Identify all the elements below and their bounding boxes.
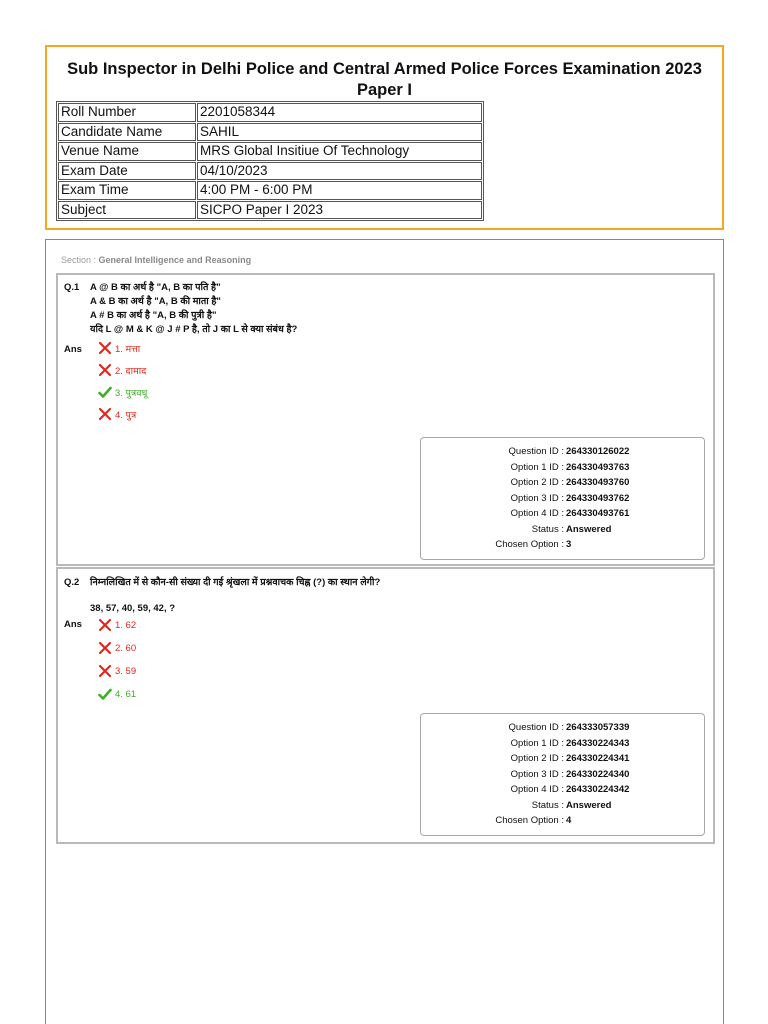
info-value: 04/10/2023 bbox=[197, 162, 482, 181]
check-icon bbox=[98, 385, 112, 399]
option-item bbox=[98, 618, 136, 632]
info-row bbox=[58, 181, 482, 200]
question-number: Q.2 bbox=[64, 577, 80, 588]
meta-value: Answered bbox=[566, 523, 612, 535]
meta-value: 264330224343 bbox=[566, 737, 630, 749]
exam-title-line1: Sub Inspector in Delhi Police and Central Armed Police Forces Examination 2023 bbox=[67, 60, 702, 78]
option-text: 3. पुत्रवधू bbox=[115, 387, 148, 399]
question-card bbox=[56, 567, 715, 844]
question-line: यदि L @ M & K @ J # P है, तो J का L से क्या संबंध है? bbox=[90, 324, 298, 335]
meta-key: Option 4 ID : bbox=[510, 784, 564, 795]
info-row bbox=[58, 162, 482, 181]
info-row bbox=[58, 142, 482, 161]
meta-key: Option 1 ID : bbox=[510, 737, 564, 749]
info-value: 4:00 PM - 6:00 PM bbox=[197, 181, 482, 200]
question-text bbox=[90, 281, 297, 337]
meta-value: 264330493763 bbox=[566, 461, 630, 473]
meta-value: 264330224341 bbox=[566, 753, 630, 764]
meta-value: 264330493760 bbox=[566, 477, 630, 488]
info-key: Exam Date bbox=[58, 162, 196, 181]
exam-title bbox=[47, 59, 722, 101]
question-meta-box bbox=[420, 713, 705, 836]
info-value: 2201058344 bbox=[197, 103, 482, 122]
info-value: SICPO Paper I 2023 bbox=[197, 201, 482, 220]
option-text: 3. 59 bbox=[115, 665, 137, 677]
option-item bbox=[98, 664, 136, 678]
meta-value: 264330493761 bbox=[566, 508, 630, 519]
meta-key: Option 3 ID : bbox=[510, 492, 564, 504]
meta-key: Option 3 ID : bbox=[510, 768, 564, 780]
info-key: Roll Number bbox=[58, 103, 196, 122]
cross-icon bbox=[98, 664, 112, 678]
meta-value: 264330224342 bbox=[566, 784, 630, 795]
candidate-info-table bbox=[56, 101, 484, 221]
question-text bbox=[90, 576, 380, 590]
info-key: Exam Time bbox=[58, 181, 196, 200]
exam-title-line2: Paper I bbox=[356, 81, 413, 99]
option-item bbox=[98, 341, 140, 355]
section-prefix: Section : bbox=[61, 255, 99, 265]
info-key: Candidate Name bbox=[58, 123, 196, 142]
meta-key: Question ID : bbox=[508, 446, 564, 457]
option-item bbox=[98, 385, 147, 399]
cross-icon bbox=[98, 641, 112, 655]
info-row bbox=[58, 103, 482, 122]
meta-key: Status : bbox=[531, 523, 564, 535]
info-key: Subject bbox=[58, 201, 196, 220]
check-icon bbox=[98, 687, 112, 701]
info-row bbox=[58, 201, 482, 220]
info-value: MRS Global Insitiue Of Technology bbox=[197, 142, 482, 161]
question-series: 38, 57, 40, 59, 42, ? bbox=[90, 603, 176, 614]
info-row bbox=[58, 123, 482, 142]
cross-icon bbox=[98, 407, 112, 421]
meta-value: 4 bbox=[566, 815, 572, 826]
option-item bbox=[98, 687, 136, 701]
option-text: 1. 62 bbox=[115, 619, 137, 631]
meta-key: Chosen Option : bbox=[495, 815, 564, 826]
option-item bbox=[98, 407, 136, 421]
meta-value: 264330224340 bbox=[566, 768, 630, 780]
question-line: निम्नलिखित में से कौन-सी संख्या दी गई श्रृंखला में प्रश्नवाचक चिह्न (?) का स्थान लेगी? bbox=[90, 577, 381, 588]
meta-value: Answered bbox=[566, 799, 612, 811]
meta-key: Chosen Option : bbox=[495, 539, 564, 550]
question-number: Q.1 bbox=[64, 282, 80, 293]
meta-key: Option 2 ID : bbox=[510, 753, 564, 764]
info-value: SAHIL bbox=[197, 123, 482, 142]
meta-value: 3 bbox=[566, 539, 572, 550]
question-line: A @ B का अर्थ है "A, B का पति है" bbox=[90, 282, 221, 293]
question-panel bbox=[45, 239, 724, 1024]
ans-label: Ans bbox=[64, 619, 82, 630]
meta-value: 264330126022 bbox=[566, 446, 630, 457]
cross-icon bbox=[98, 363, 112, 377]
option-text: 1. मत्ता bbox=[115, 343, 141, 355]
option-text: 4. पुत्र bbox=[115, 409, 137, 421]
meta-key: Question ID : bbox=[508, 722, 564, 733]
exam-header bbox=[45, 45, 724, 230]
section-label bbox=[61, 255, 251, 265]
option-item bbox=[98, 363, 146, 377]
question-card bbox=[56, 273, 715, 566]
cross-icon bbox=[98, 341, 112, 355]
option-item bbox=[98, 641, 136, 655]
ans-label: Ans bbox=[64, 344, 82, 355]
meta-value: 264333057339 bbox=[566, 722, 630, 733]
question-line: A & B का अर्थ है "A, B की माता है" bbox=[90, 296, 221, 307]
option-text: 2. 60 bbox=[115, 642, 137, 654]
info-key: Venue Name bbox=[58, 142, 196, 161]
meta-key: Status : bbox=[531, 799, 564, 811]
section-name: General Intelligence and Reasoning bbox=[98, 255, 252, 265]
cross-icon bbox=[98, 618, 112, 632]
option-text: 2. दामाद bbox=[115, 365, 147, 377]
meta-key: Option 1 ID : bbox=[510, 461, 564, 473]
question-meta-box bbox=[420, 437, 705, 560]
question-line: A # B का अर्थ है "A, B की पुत्री है" bbox=[90, 310, 217, 321]
option-text: 4. 61 bbox=[115, 688, 137, 700]
meta-value: 264330493762 bbox=[566, 492, 630, 504]
meta-key: Option 2 ID : bbox=[510, 477, 564, 488]
meta-key: Option 4 ID : bbox=[510, 508, 564, 519]
